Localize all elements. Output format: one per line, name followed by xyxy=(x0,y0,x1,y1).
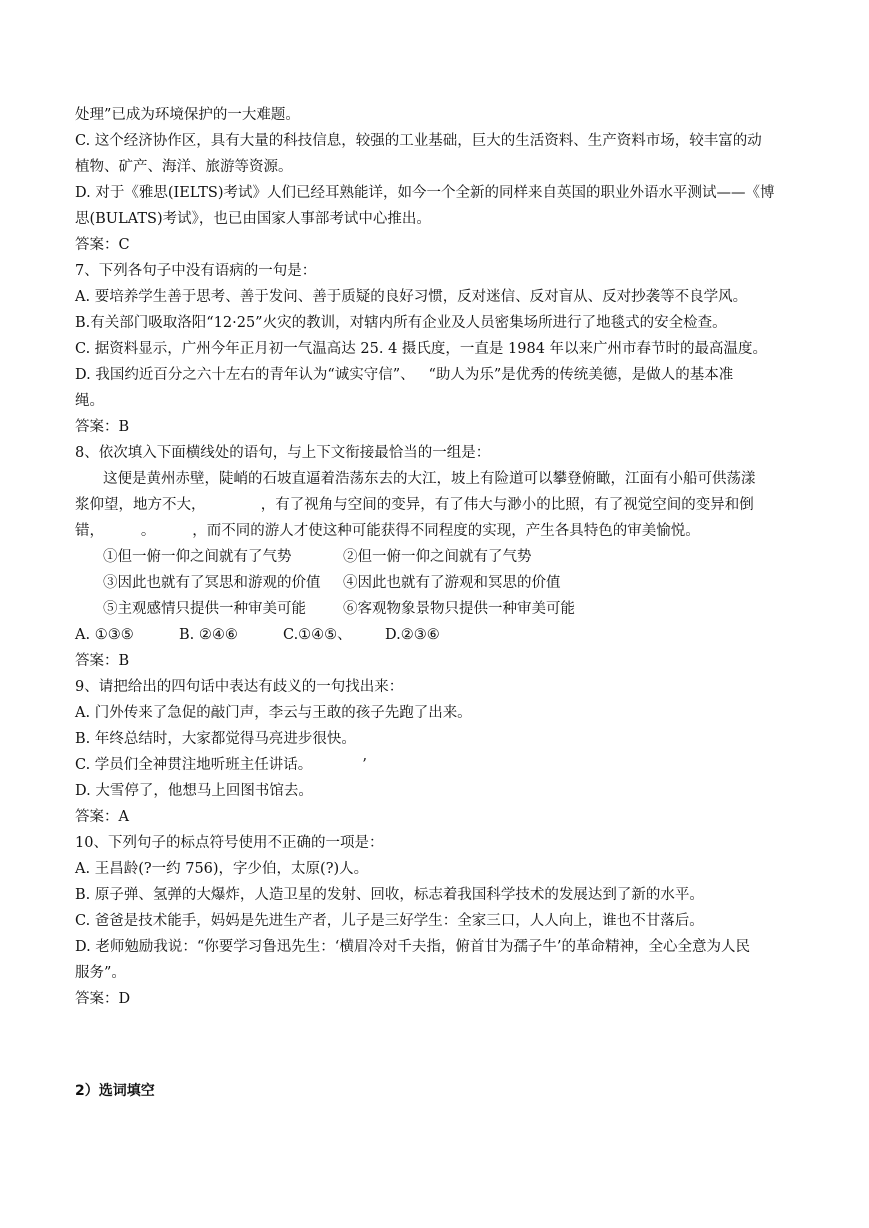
q8-choices xyxy=(75,622,807,648)
q6-option-d-line2: 思(BULATS)考试》，也已由国家人事部考试中心推出。 xyxy=(75,211,431,227)
q7-stem: 7、下列各句子中没有语病的一句是： xyxy=(75,263,317,279)
q8-options-row3 xyxy=(75,596,807,622)
q8-answer: 答案：B xyxy=(75,653,130,669)
q10-option-b: B. 原子弹、氢弹的大爆炸，人造卫星的发射、回收，标志着我国科学技术的发展达到了新的水平。 xyxy=(75,887,704,903)
q7-option-a: A. 要培养学生善于思考、善于发问、善于质疑的良好习惯，反对迷信、反对盲从、反对抄袭等不良学风。 xyxy=(75,289,748,305)
q6-answer: 答案：C xyxy=(75,237,130,253)
q10-answer: 答案：D xyxy=(75,991,131,1007)
q8-choice-a: A. ①③⑤ xyxy=(75,627,134,643)
q9-option-c xyxy=(75,752,807,778)
q10-option-c: C. 爸爸是技术能手，妈妈是先进生产者，儿子是三好学生：全家三口，人人向上，谁也不甘落后。 xyxy=(75,913,704,929)
q6-option-c-line2: 植物、矿产、海洋、旅游等资源。 xyxy=(75,159,293,175)
q7-answer: 答案：B xyxy=(75,419,130,435)
q6-option-c-line1: C. 这个经济协作区，具有大量的科技信息，较强的工业基础，巨大的生活资料、生产资料市场，较丰富的动 xyxy=(75,133,762,149)
q10-option-d-line2: 服务”。 xyxy=(75,965,126,981)
q8-option-2: ②但一俯一仰之间就有了气势 xyxy=(343,549,532,565)
q9-option-c-mark: ’ xyxy=(362,757,367,773)
q9-stem: 9、请把给出的四句话中表达有歧义的一句找出来： xyxy=(75,679,404,695)
q8-options-row1 xyxy=(75,544,807,570)
q8-choice-c: C.①④⑤、 xyxy=(283,627,352,643)
document-body xyxy=(75,102,807,1012)
q8-option-3: ③因此也就有了冥思和游观的价值 xyxy=(103,575,321,591)
q8-option-4: ④因此也就有了游观和冥思的价值 xyxy=(343,575,561,591)
q7-option-d-line1: D. 我国约近百分之六十左右的青年认为“诚实守信”、 “助人为乐”是优秀的传统美德，是做人的基本准 xyxy=(75,367,734,383)
q9-option-b: B. 年终总结时，大家都觉得马亮进步很快。 xyxy=(75,731,356,747)
q8-passage-line3: 错， 。 ，而不同的游人才使这种可能获得不同程度的实现，产生各具特色的审美愉悦。 xyxy=(75,523,700,539)
q9-option-a: A. 门外传来了急促的敲门声，李云与王敢的孩子先跑了出来。 xyxy=(75,705,472,721)
q7-option-b: B.有关部门吸取洛阳“12·25”火灾的教训，对辖内所有企业及人员密集场所进行了地毯式的安全检查。 xyxy=(75,315,727,331)
q8-choice-b: B. ②④⑥ xyxy=(179,627,238,643)
q7-option-d-line2: 绳。 xyxy=(75,393,104,409)
q8-passage-line2: 浆仰望，地方不大， ，有了视角与空间的变异，有了伟大与渺小的比照，有了视觉空间的变异和倒 xyxy=(75,497,754,513)
q6-option-d-line1: D. 对于《雅思(IELTS)考试》人们已经耳熟能详，如今一个全新的同样来自英国的职业外语水平测试——《博 xyxy=(75,185,775,201)
q9-option-c-text: C. 学员们全神贯注地听班主任讲话。 xyxy=(75,757,313,773)
section-title: 2）选词填空 xyxy=(75,1083,155,1099)
q10-stem: 10、下列句子的标点符号使用不正确的一项是： xyxy=(75,835,384,851)
q8-option-6: ⑥客观物象景物只提供一种审美可能 xyxy=(343,601,575,617)
q8-passage-line1: 这便是黄州赤壁，陡峭的石坡直逼着浩荡东去的大江，坡上有险道可以攀登俯瞰，江面有小船可供荡漾 xyxy=(103,471,756,487)
q8-stem: 8、依次填入下面横线处的语句，与上下文衔接最恰当的一组是： xyxy=(75,445,491,461)
q7-option-c: C. 据资料显示，广州今年正月初一气温高达 25. 4 摄氏度，一直是 1984 年以来广州市春节时的最高温度。 xyxy=(75,341,768,357)
q8-option-5: ⑤主观感情只提供一种审美可能 xyxy=(103,601,306,617)
q10-option-d-line1: D. 老师勉励我说：“你要学习鲁迅先生：‘横眉冷对千夫指，俯首甘为孺子牛’的革命精神，全心全意为人民 xyxy=(75,939,750,955)
q10-option-a: A. 王昌龄(?一约 756)，字少伯，太原(?)人。 xyxy=(75,861,369,877)
q8-options-row2 xyxy=(75,570,807,596)
q8-choice-d: D.②③⑥ xyxy=(385,627,440,643)
q8-option-1: ①但一俯一仰之间就有了气势 xyxy=(103,549,292,565)
q9-answer: 答案：A xyxy=(75,809,129,825)
q6-continuation: 处理”已成为环境保护的一大难题。 xyxy=(75,107,300,123)
q9-option-d: D. 大雪停了，他想马上回图书馆去。 xyxy=(75,783,313,799)
